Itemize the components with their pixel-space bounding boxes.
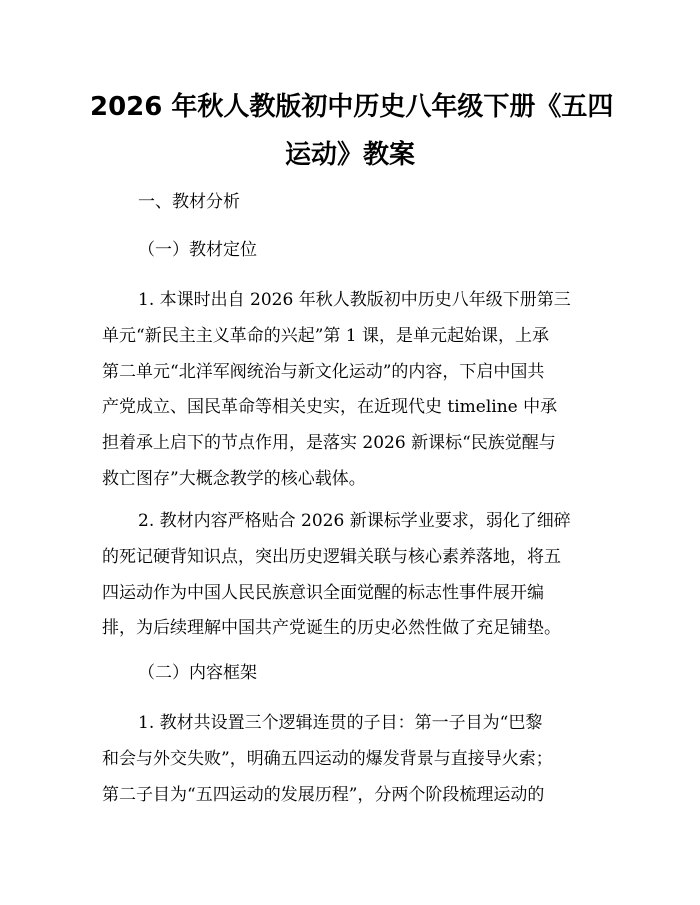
paragraph-line: 排，为后续理解中国共产党诞生的历史必然性做了充足铺垫。 [102,618,561,638]
paragraph-line: 1. 本课时出自 2026 年秋人教版初中历史八年级下册第三 [138,290,571,310]
document-title-line-2: 运动》教案 [284,140,415,170]
document-title-line-1: 2026 年秋人教版初中历史八年级下册《五四 [90,92,614,122]
paragraph-line: 担着承上启下的节点作用，是落实 2026 新课标“民族觉醒与 [102,433,556,453]
paragraph-line: 第二子目为“五四运动的发展历程”，分两个阶段梳理运动的 [102,785,545,805]
subsection-heading-positioning: （一）教材定位 [138,240,257,260]
paragraph-line: 2. 教材内容严格贴合 2026 新课标学业要求，弱化了细碎 [138,511,571,531]
paragraph-line: 单元“新民主主义革命的兴起”第 1 课，是单元起始课，上承 [102,326,550,346]
paragraph-line: 救亡图存”大概念教学的核心载体。 [102,469,366,489]
paragraph-line: 的死记硬背知识点，突出历史逻辑关联与核心素养落地，将五 [102,547,561,567]
paragraph-line: 第二单元“北洋军阀统治与新文化运动”的内容，下启中国共 [102,362,545,382]
paragraph-line: 和会与外交失败”，明确五四运动的爆发背景与直接导火索； [102,749,553,769]
subsection-heading-framework: （二）内容框架 [138,663,257,683]
section-heading-textbook-analysis: 一、教材分析 [138,192,240,212]
paragraph-line: 四运动作为中国人民民族意识全面觉醒的标志性事件展开编 [102,583,544,603]
paragraph-line: 产党成立、国民革命等相关史实，在近现代史 timeline 中承 [102,397,558,417]
paragraph-line: 1. 教材共设置三个逻辑连贯的子目：第一子目为“巴黎 [138,713,543,733]
